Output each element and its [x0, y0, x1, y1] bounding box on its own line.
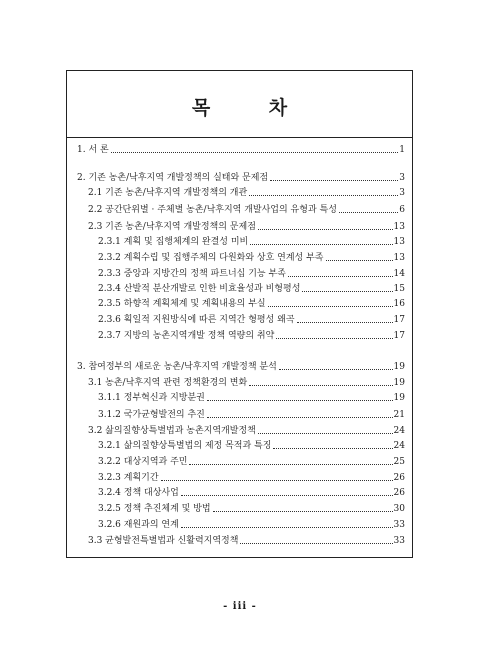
toc-entry-label: 3.2.6 재원과의 연계 — [98, 520, 179, 530]
toc-entry[interactable] — [67, 297, 412, 309]
toc-entry[interactable] — [67, 424, 412, 436]
toc-entry[interactable] — [67, 471, 412, 483]
toc-entry-page: 6 — [399, 205, 405, 215]
toc-entry-page: 3 — [399, 188, 405, 198]
dot-leader — [339, 212, 398, 213]
dot-leader — [258, 433, 393, 434]
toc-entry[interactable] — [67, 186, 412, 198]
toc-entry[interactable] — [67, 171, 412, 183]
toc-entry[interactable] — [67, 203, 412, 215]
toc-entry-label: 3.1.1 정부혁신과 지방분권 — [98, 393, 205, 403]
toc-entry-label: 2.3 기존 농촌/낙후지역 개발정책의 문제점 — [88, 222, 256, 232]
dot-leader — [240, 543, 392, 544]
toc-entry-page: 19 — [393, 393, 405, 403]
toc-entry-page: 19 — [393, 362, 405, 372]
toc-entry-label: 2.3.6 획일적 지원방식에 따른 지역간 형평성 왜곡 — [98, 315, 295, 325]
dot-leader — [279, 369, 393, 370]
dot-leader — [302, 291, 392, 292]
toc-entry-page: 14 — [393, 269, 405, 279]
toc-entry-label: 3.2 삶의질향상특별법과 농촌지역개발정책 — [88, 426, 256, 436]
toc-entry[interactable] — [67, 313, 412, 325]
toc-entry-label: 1. 서 론 — [77, 145, 109, 155]
toc-entry-label: 2.1 기존 농촌/낙후지역 개발정책의 개관 — [88, 188, 248, 198]
toc-entry[interactable] — [67, 502, 412, 514]
toc-entry-label: 3.3 균형발전특별법과 신활력지역정책 — [88, 536, 239, 546]
toc-entry-label: 2.3.3 중앙과 지방간의 정책 파트너십 기능 부족 — [98, 269, 286, 279]
toc-entry-page: 21 — [393, 410, 405, 420]
toc-entry-page: 24 — [393, 441, 405, 451]
toc-entry-page: 25 — [393, 457, 405, 467]
dot-leader — [213, 511, 393, 512]
toc-entry[interactable] — [67, 518, 412, 530]
toc-entry-page: 17 — [393, 331, 405, 341]
toc-entry[interactable] — [67, 408, 412, 420]
toc-entry[interactable] — [67, 329, 412, 341]
dot-leader — [270, 180, 398, 181]
toc-entry-page: 16 — [393, 299, 405, 309]
toc-entry-page: 13 — [393, 253, 405, 263]
toc-frame — [66, 70, 413, 558]
toc-entry-label: 2.3.5 하향적 계획체계 및 계획내용의 부실 — [98, 299, 266, 309]
title-divider — [67, 137, 412, 138]
toc-entry[interactable] — [67, 486, 412, 498]
toc-entry[interactable] — [67, 235, 412, 247]
toc-entry[interactable] — [67, 534, 412, 546]
toc-entry-page: 26 — [393, 473, 405, 483]
toc-entry-label: 2.3.2 계획수립 및 집행주체의 다원화와 상호 연계성 부족 — [98, 253, 324, 263]
toc-entry[interactable] — [67, 267, 412, 279]
page-title: 목 차 — [191, 97, 314, 119]
toc-entry-label: 2.3.7 지방의 농촌지역개발 정책 역량의 취약 — [98, 331, 275, 341]
toc-entry-page: 15 — [393, 284, 405, 294]
toc-entry[interactable] — [67, 455, 412, 467]
toc-entry-label: 2.3.1 계획 및 집행체계의 완결성 미비 — [98, 237, 249, 247]
toc-entry-label: 2. 기존 농촌/낙후지역 개발정책의 실태와 문제점 — [77, 173, 269, 183]
toc-entry-label: 3.2.3 계획기간 — [98, 473, 159, 483]
toc-entry[interactable] — [67, 360, 412, 372]
toc-entry-label: 3.2.1 삶의질향상특별법의 제정 목적과 특징 — [98, 441, 272, 451]
dot-leader — [268, 306, 393, 307]
dot-leader — [276, 338, 392, 339]
toc-entry-label: 2.2 공간단위별 · 주체별 농촌/낙후지역 개발사업의 유형과 특성 — [88, 205, 337, 215]
dot-leader — [297, 322, 393, 323]
toc-entry-label: 3.2.2 대상지역과 주민 — [98, 457, 188, 467]
toc-entry-page: 3 — [399, 173, 405, 183]
page-number: - iii - — [223, 601, 257, 612]
toc-entry[interactable] — [67, 376, 412, 388]
toc-entry-page: 33 — [393, 520, 405, 530]
dot-leader — [326, 260, 393, 261]
toc-entry-label: 3.1.2 국가균형발전의 추진 — [98, 410, 205, 420]
toc-entry-page: 13 — [393, 222, 405, 232]
toc-entry-page: 19 — [393, 378, 405, 388]
toc-entry-label: 3.2.5 정책 추진체계 및 방법 — [98, 504, 211, 514]
toc-entry-page: 30 — [393, 504, 405, 514]
toc-entry-page: 17 — [393, 315, 405, 325]
toc-entry[interactable] — [67, 251, 412, 263]
dot-leader — [258, 229, 393, 230]
toc-entry[interactable] — [67, 282, 412, 294]
dot-leader — [250, 244, 392, 245]
dot-leader — [249, 385, 392, 386]
toc-entry[interactable] — [67, 391, 412, 403]
toc-entry-page: 1 — [399, 145, 405, 155]
toc-entry-page: 33 — [393, 536, 405, 546]
dot-leader — [181, 495, 393, 496]
dot-leader — [181, 527, 393, 528]
dot-leader — [111, 152, 399, 153]
toc-entry-label: 3.1 농촌/낙후지역 관련 정책환경의 변화 — [88, 378, 248, 388]
dot-leader — [249, 195, 398, 196]
dot-leader — [189, 464, 392, 465]
toc-entry-page: 24 — [393, 426, 405, 436]
toc-entry-label: 3. 참여정부의 새로운 농촌/낙후지역 개발정책 분석 — [77, 362, 277, 372]
toc-entry-label: 2.3.4 산발적 분산개발로 인한 비효율성과 비형평성 — [98, 284, 301, 294]
dot-leader — [207, 400, 393, 401]
toc-entry[interactable] — [67, 143, 412, 155]
dot-leader — [161, 480, 393, 481]
toc-entry-label: 3.2.4 정책 대상사업 — [98, 488, 179, 498]
dot-leader — [273, 448, 392, 449]
toc-entry[interactable] — [67, 220, 412, 232]
toc-entry[interactable] — [67, 439, 412, 451]
dot-leader — [207, 417, 393, 418]
dot-leader — [288, 276, 393, 277]
toc-entry-page: 13 — [393, 237, 405, 247]
toc-entry-page: 26 — [393, 488, 405, 498]
